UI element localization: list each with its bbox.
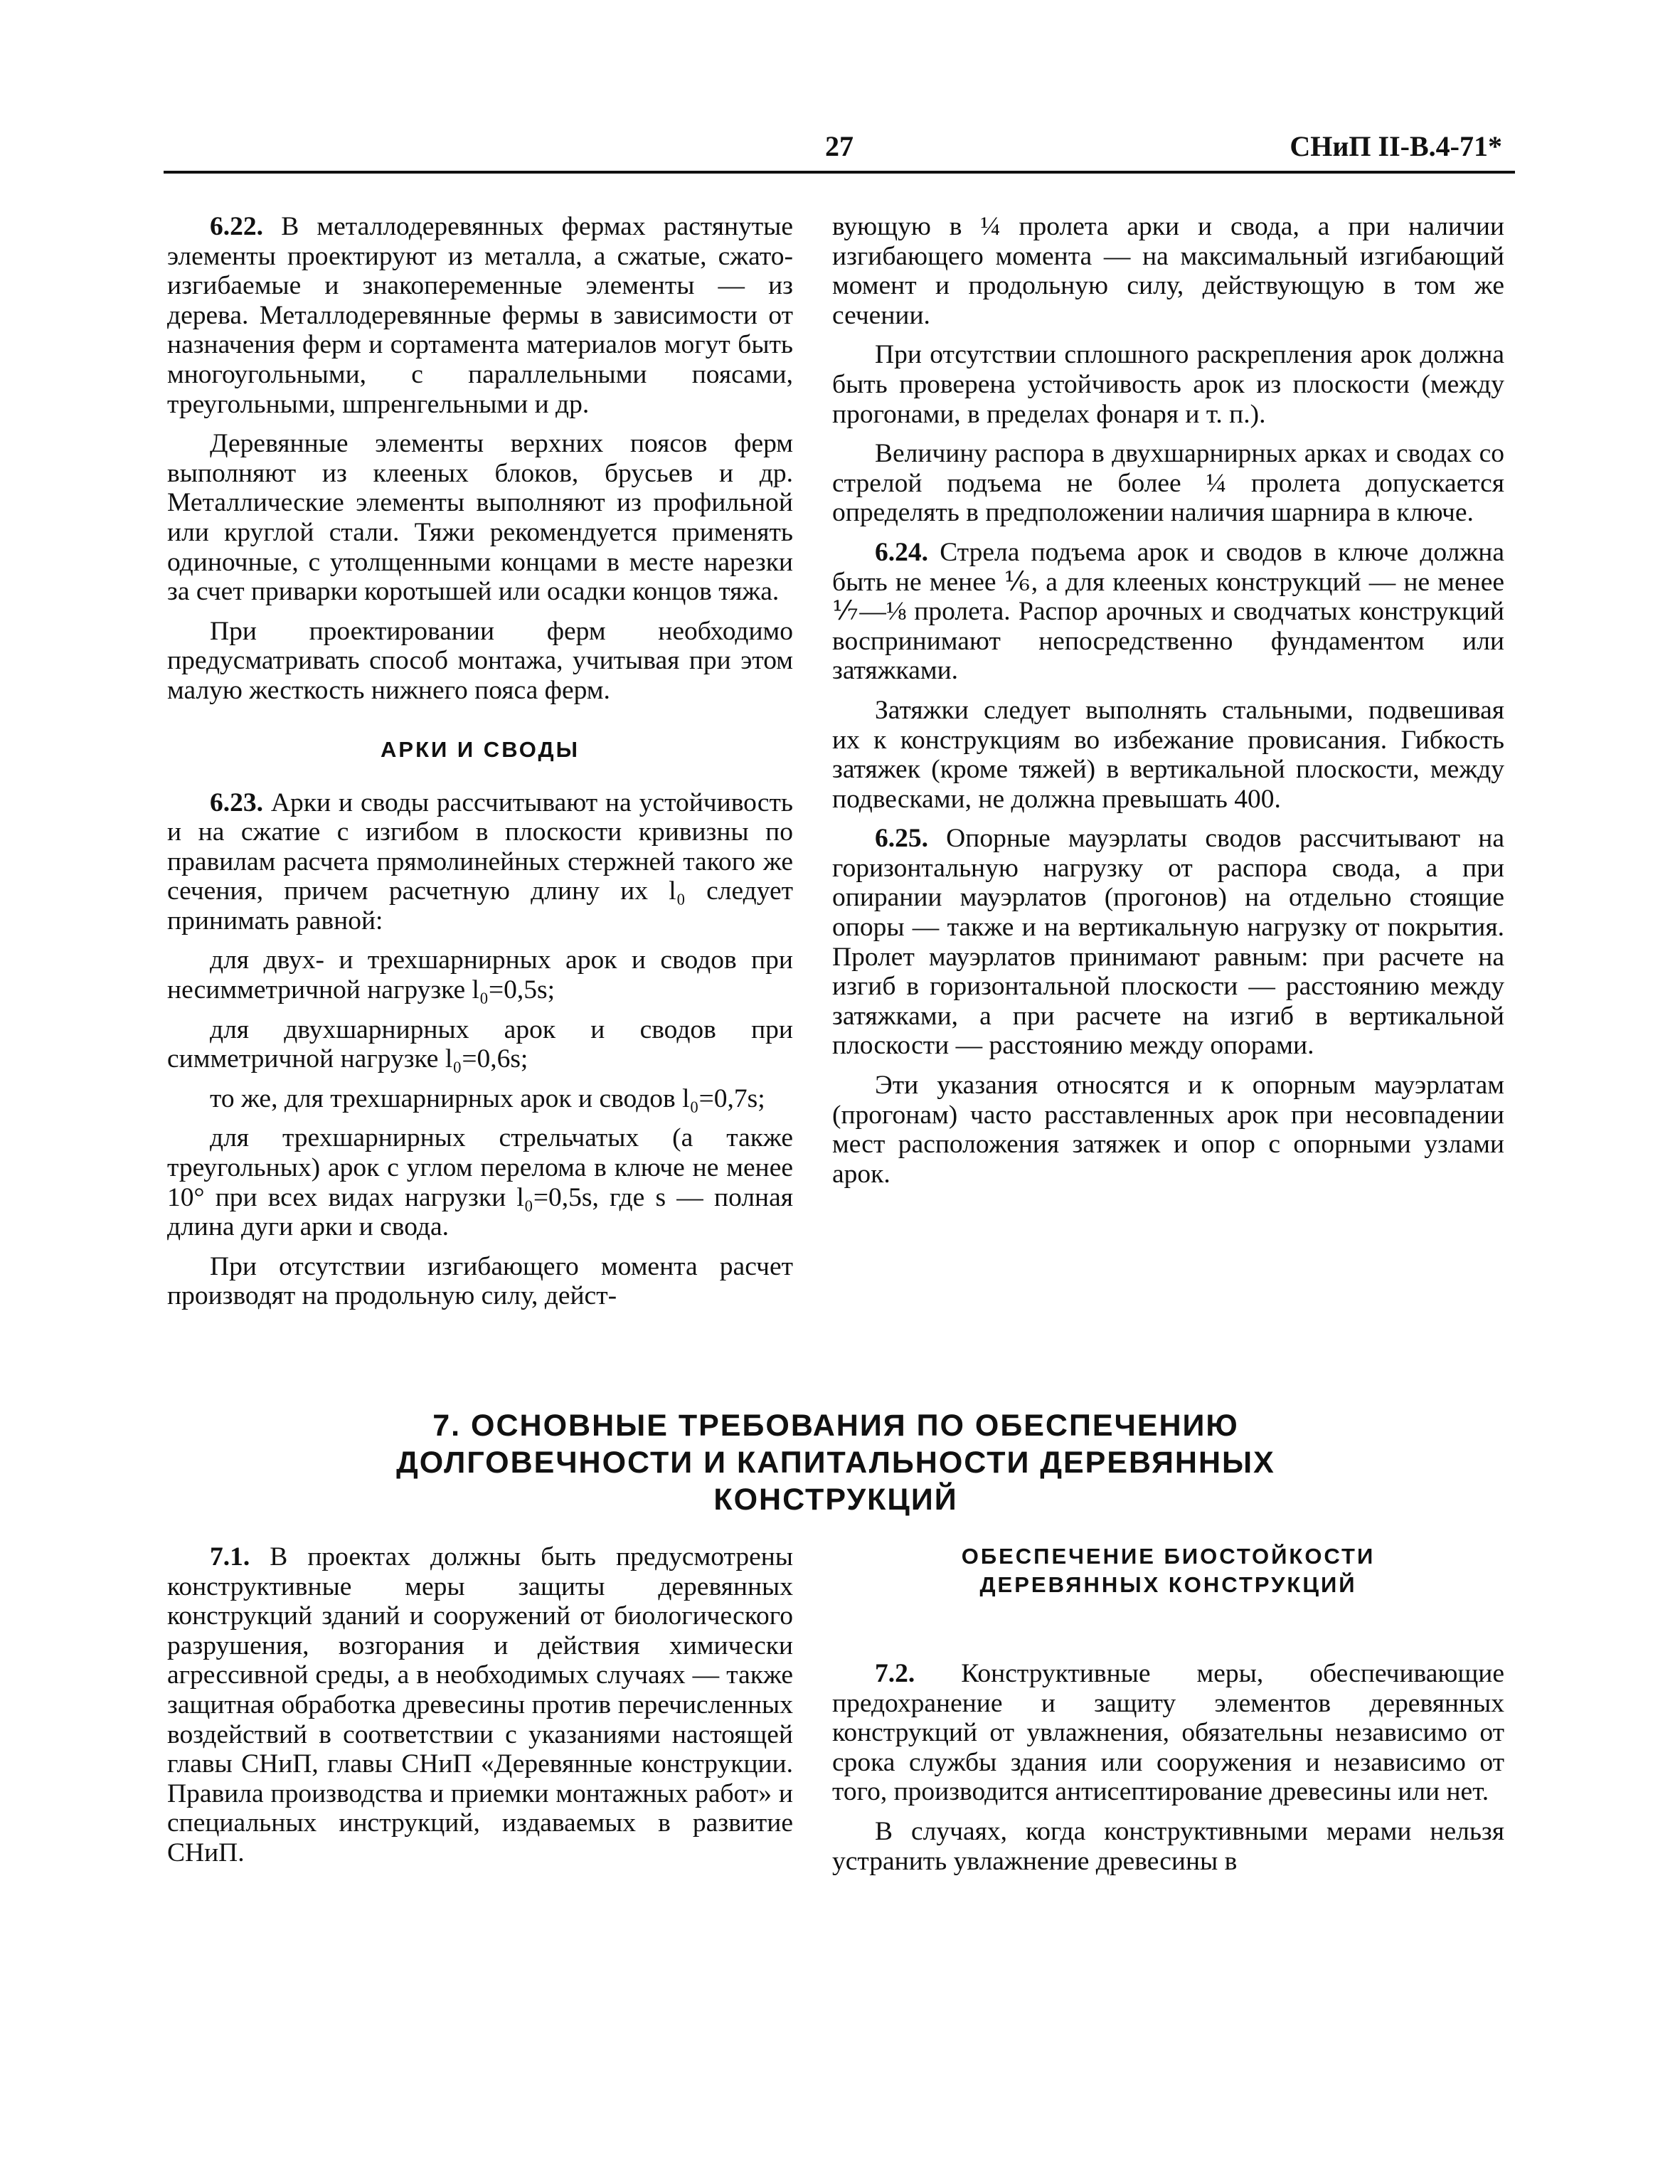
column-left-lower bbox=[167, 1542, 793, 1878]
paragraph-text: При проектировании ферм необходимо предусматривать способ монтажа, учитывая при этом малую жесткость нижнего пояса ферм. bbox=[167, 616, 793, 705]
paragraph-text: При отсутствии сплошного раскрепления арок должна быть проверена устойчивость арок из плоскости (между прогонами, в пределах фонаря и т. п.). bbox=[832, 340, 1504, 429]
column-right-lower bbox=[832, 1542, 1504, 1886]
paragraph-text: Эти указания относятся и к опорным мауэрлатам (прогонам) часто расставленных арок при несовпадении мест расположения затяжек и опор с опорными узлами арок. bbox=[832, 1071, 1504, 1189]
paragraph-text: При отсутствии изгибающего момента расчет производят на продольную силу, дейст- bbox=[167, 1251, 793, 1311]
paragraph bbox=[167, 1252, 793, 1311]
paragraph bbox=[167, 1084, 793, 1114]
item-number: 7.2. bbox=[875, 1659, 915, 1688]
paragraph-text: для трехшарнирных стрельчатых (а также треугольных) арок с углом перелома в ключе не менее 10° при всех видах нагрузки l₀=0,5s, где s — полная длина дуги арки и свода. bbox=[167, 1123, 793, 1242]
paragraph bbox=[832, 538, 1504, 686]
paragraph-text: В проектах должны быть предусмотрены конструктивные меры защиты деревянных конструкций зданий и сооружений от биологического разрушения, возгорания и действия химически агрессивной среды, а в необходимых случаях — также защитная обработка древесины против перечисленных воздействий в соответствии с указаниями настоящей главы СНиП, главы СНиП «Деревянные конструкции. Правила производства и приемки монтажных работ» и специальных инструкций, издаваемых в развитие СНиП. bbox=[167, 1542, 793, 1867]
section-title-line: 7. ОСНОВНЫЕ ТРЕБОВАНИЯ ПО ОБЕСПЕЧЕНИЮ bbox=[432, 1409, 1239, 1443]
paragraph bbox=[167, 945, 793, 1004]
subheading-line: ОБЕСПЕЧЕНИЕ БИОСТОЙКОСТИ bbox=[961, 1544, 1376, 1569]
column-left-upper bbox=[167, 212, 793, 1321]
paragraph-text: Опорные мауэрлаты сводов рассчитывают на горизонтальную нагрузку от распора свода, а при опирании мауэрлатов (прогонов) на отдельно стоящие опоры — также и на вертикальную нагрузку от покрытия. Пролет мауэрлатов принимают равным: при расчете на изгиб в горизонтальной плоскости — расстоянию между затяжками, а при расчете на изгиб в вертикальной плоскости — расстоянию между опорами. bbox=[832, 824, 1504, 1061]
paragraph-text: Арки и своды рассчитывают на устойчивость и на сжатие с изгибом в плоскости кривизны по правилам расчета прямолинейных стержней такого же сечения, причем расчетную длину их l₀ следует принимать равной: bbox=[167, 788, 793, 935]
paragraph bbox=[167, 1123, 793, 1241]
paragraph bbox=[832, 1071, 1504, 1189]
paragraph-text: Стрела подъема арок и сводов в ключе должна быть не менее ⅙, а для клееных конструкций — не менее ⅐—⅛ пролета. Распор арочных и сводчатых конструкций воспринимают непосредственно фундаментом или затяжками. bbox=[832, 537, 1504, 686]
paragraph-text: Затяжки следует выполнять стальными, подвешивая их к конструкциям во избежание провисания. Гибкость затяжек (кроме тяжей) в вертикальной плоскости, между подвесками, не должна превышать 400. bbox=[832, 695, 1504, 814]
paragraph-text: Конструктивные меры, обеспечивающие предохранение и защиту элементов деревянных конструкций от увлажнения, обязательны независимо от срока службы здания или сооружения и независимо от того, производится антисептирование древесины или нет. bbox=[832, 1659, 1504, 1807]
paragraph-text: Деревянные элементы верхних поясов ферм выполняют из клееных блоков, брусьев и др. Металлические элементы выполняют из профильной или круглой стали. Тяжи рекомендуется применять одиночные, с утолщенными концами в месте нарезки за счет приварки коротышей или осадки концов тяжа. bbox=[167, 429, 793, 607]
section-title-line: КОНСТРУКЦИЙ bbox=[713, 1483, 958, 1517]
paragraph bbox=[832, 340, 1504, 429]
subheading-line: ДЕРЕВЯННЫХ КОНСТРУКЦИЙ bbox=[979, 1572, 1357, 1597]
paragraph-text: вующую в ¼ пролета арки и свода, а при наличии изгибающего момента — на максимальный изгибающий момент и продольную силу, действующую в том же сечении. bbox=[832, 212, 1504, 330]
item-number: 6.24. bbox=[875, 537, 928, 567]
paragraph bbox=[167, 617, 793, 706]
document-code: СНиП II-В.4-71* bbox=[1290, 130, 1502, 162]
paragraph-text: для двухшарнирных арок и сводов при симметричной нагрузке l₀=0,6s; bbox=[167, 1014, 793, 1074]
section-title bbox=[167, 1407, 1504, 1518]
paragraph-continuation bbox=[832, 212, 1504, 330]
paragraph bbox=[167, 788, 793, 936]
paragraph-text: для двух- и трехшарнирных арок и сводов при несимметричной нагрузке l₀=0,5s; bbox=[167, 945, 793, 1005]
item-number: 6.22. bbox=[210, 212, 263, 241]
paragraph-text: В случаях, когда конструктивными мерами нельзя устранить увлажнение древесины в bbox=[832, 1816, 1504, 1876]
paragraph bbox=[832, 696, 1504, 814]
paragraph bbox=[832, 1659, 1504, 1807]
item-number: 6.23. bbox=[210, 788, 263, 817]
paragraph-text: Величину распора в двухшарнирных арках и сводах со стрелой подъема не более ¼ пролета допускается определять в предположении наличия шарнира в ключе. bbox=[832, 439, 1504, 528]
item-number: 6.25. bbox=[875, 824, 928, 854]
section-title-line: ДОЛГОВЕЧНОСТИ И КАПИТАЛЬНОСТИ ДЕРЕВЯННЫХ bbox=[396, 1446, 1275, 1480]
header-rule bbox=[164, 171, 1515, 174]
subheading-arches: АРКИ И СВОДЫ bbox=[381, 736, 580, 762]
page-number: 27 bbox=[825, 130, 854, 162]
paragraph bbox=[167, 429, 793, 607]
paragraph-text: то же, для трехшарнирных арок и сводов l₀=0,7s; bbox=[210, 1083, 765, 1113]
paragraph bbox=[832, 439, 1504, 528]
paragraph bbox=[167, 1542, 793, 1868]
paragraph bbox=[167, 212, 793, 419]
paragraph bbox=[832, 1817, 1504, 1876]
paragraph bbox=[832, 824, 1504, 1061]
subheading-biostability bbox=[832, 1542, 1504, 1599]
column-right-upper bbox=[832, 212, 1504, 1199]
item-number: 7.1. bbox=[210, 1542, 250, 1571]
paragraph bbox=[167, 1015, 793, 1074]
paragraph-text: В металлодеревянных фермах растянутые элементы проектируют из металла, а сжатые, сжато-изгибаемые и знакопеременные элементы — из дерева. Металлодеревянные фермы в зависимости от назначения ферм и сортамента материалов могут быть многоугольными, с параллельными поясами, треугольными, шпренгельными и др. bbox=[167, 212, 793, 419]
